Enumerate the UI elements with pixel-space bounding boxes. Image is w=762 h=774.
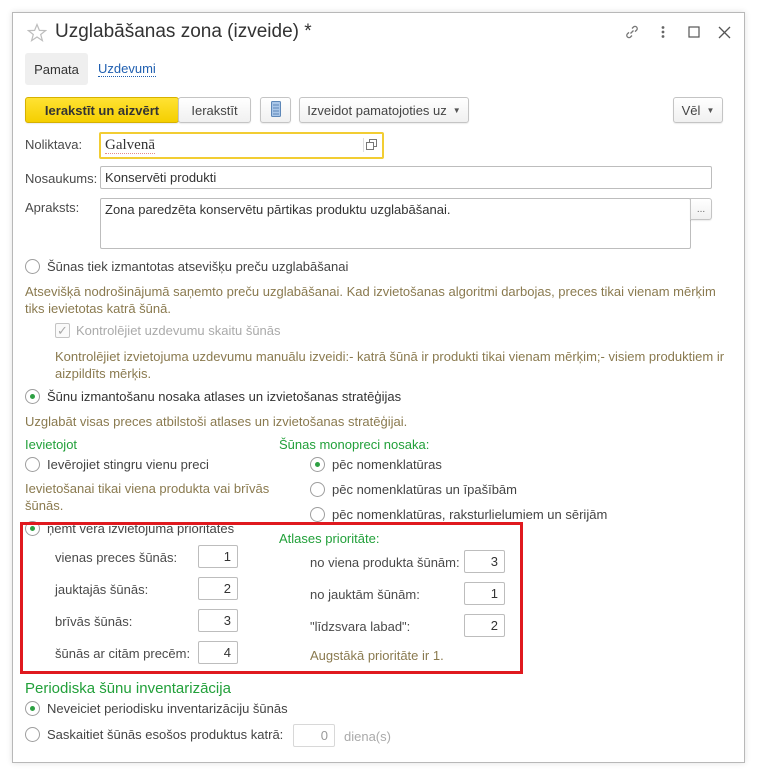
create-based-on-dropdown[interactable] (299, 97, 469, 123)
form-window (12, 12, 745, 763)
usage-separate-label: Šūnas tiek izmantotas atsevišķu preču uzglabāšanai (47, 259, 349, 274)
maximize-icon[interactable] (685, 23, 703, 41)
mono-header: Šūnas monopreci nosaka: (279, 437, 430, 452)
inventory-none-label: Neveiciet periodisku inventarizāciju šūnās (47, 701, 288, 716)
checkmark-icon: ✓ (57, 323, 68, 338)
name-label: Nosaukums: (25, 171, 98, 186)
usage-strategies-note: Uzglabāt visas preces atbilstoši atlases un izvietošanas stratēģijai. (25, 414, 408, 429)
usage-strategies-label: Šūnu izmantošanu nosaka atlases un izvietošanas stratēģijas (47, 389, 402, 404)
inventory-header: Periodiska šūnu inventarizācija (25, 680, 231, 697)
priority-label: vienas preces šūnās: (55, 550, 178, 565)
inventory-days-input[interactable]: 0 (293, 724, 335, 747)
mono-option-label: pēc nomenklatūras un īpašībām (332, 482, 517, 497)
selection-header: Atlases prioritāte: (279, 531, 380, 546)
chevron-down-icon: ▼ (706, 105, 715, 115)
priority-input[interactable]: 3 (198, 609, 238, 632)
description-label: Apraksts: (25, 200, 80, 215)
mono-option-radio[interactable] (310, 482, 325, 497)
more-dropdown[interactable] (673, 97, 723, 123)
priority-input[interactable]: 2 (198, 577, 238, 600)
description-more-button[interactable]: ... (690, 198, 712, 220)
control-tasks-note: Kontrolējiet izvietojuma uzdevumu manuālu izveidi:- katrā šūnā ir produkti tikai vienam mērķim;- visiem produktiem ir aizpildīts mērķis. (55, 349, 725, 381)
warehouse-field[interactable] (99, 132, 384, 159)
usage-separate-radio[interactable] (25, 259, 40, 274)
usage-strategies-radio[interactable] (25, 389, 40, 404)
priority-label: šūnās ar citām precēm: (55, 646, 191, 661)
description-field[interactable]: Zona paredzēta konservētu pārtikas produktu uzglabāšanai. (100, 198, 691, 249)
close-icon[interactable] (715, 23, 733, 41)
inventory-count-radio[interactable] (25, 727, 40, 742)
control-tasks-label: Kontrolējiet uzdevumu skaitu šūnās (76, 323, 281, 338)
priority-label: brīvās šūnās: (55, 614, 133, 629)
mono-option-radio[interactable] (310, 457, 325, 472)
inventory-none-radio[interactable] (25, 701, 40, 716)
window-title: Uzglabāšanas zona (izveide) * (55, 21, 312, 42)
warehouse-value: Galvenā (105, 137, 155, 153)
priority-input[interactable]: 1 (198, 545, 238, 568)
control-tasks-checkbox[interactable] (55, 323, 70, 338)
more-vertical-icon[interactable] (654, 23, 672, 41)
selection-input[interactable]: 2 (464, 614, 505, 637)
selection-label: "līdzsvara labad": (310, 619, 411, 634)
chevron-down-icon: ▼ (452, 105, 461, 115)
selection-input[interactable]: 3 (464, 550, 505, 573)
mono-option-radio[interactable] (310, 507, 325, 522)
tab-uzdevumi[interactable]: Uzdevumi (98, 61, 156, 76)
strict-mono-label: Ievērojiet stingru vienu preci (47, 457, 209, 472)
priority-input[interactable]: 4 (198, 641, 238, 664)
tab-pamata[interactable]: Pamata (25, 53, 88, 85)
save-and-close-button[interactable]: Ierakstīt un aizvērt (25, 97, 179, 123)
star-icon[interactable] (27, 23, 47, 43)
selection-label: no jauktām šūnām: (310, 587, 420, 602)
placing-header: Ievietojot (25, 437, 78, 452)
document-list-button[interactable] (260, 97, 291, 123)
strict-mono-note: Ievietošanai tikai viena produkta vai brīvās šūnās. (25, 481, 270, 513)
strict-mono-radio[interactable] (25, 457, 40, 472)
inventory-count-label: Saskaitiet šūnās esošos produktus katrā: (47, 727, 284, 742)
save-button[interactable]: Ierakstīt (178, 97, 251, 123)
warehouse-label: Noliktava: (25, 137, 83, 152)
document-list-icon (271, 101, 281, 120)
priorities-label: ņemt vērā izvietojuma prioritātes (47, 521, 235, 536)
priority-label: jauktajās šūnās: (55, 582, 149, 597)
open-icon[interactable] (363, 138, 377, 152)
link-icon[interactable] (623, 23, 641, 41)
selection-label: no viena produkta šūnām: (310, 555, 460, 570)
highlight-box (20, 522, 523, 674)
name-field[interactable]: Konservēti produkti (100, 166, 712, 189)
inventory-days-unit: diena(s) (344, 729, 391, 744)
create-based-on-label: Izveidot pamatojoties uz (307, 102, 447, 118)
mono-option-label: pēc nomenklatūras (332, 457, 442, 472)
mono-option-label: pēc nomenklatūras, raksturlielumiem un sērijām (332, 507, 608, 522)
usage-separate-note: Atsevišķā nodrošinājumā saņemto preču uzglabāšanai. Kad izvietošanas algoritmi darbojas, preces tikai vienam mērķim tiks ievietotas katrā šūnā. (25, 284, 716, 316)
selection-input[interactable]: 1 (464, 582, 505, 605)
more-label: Vēl (681, 102, 701, 118)
selection-note: Augstākā prioritāte ir 1. (310, 648, 444, 663)
